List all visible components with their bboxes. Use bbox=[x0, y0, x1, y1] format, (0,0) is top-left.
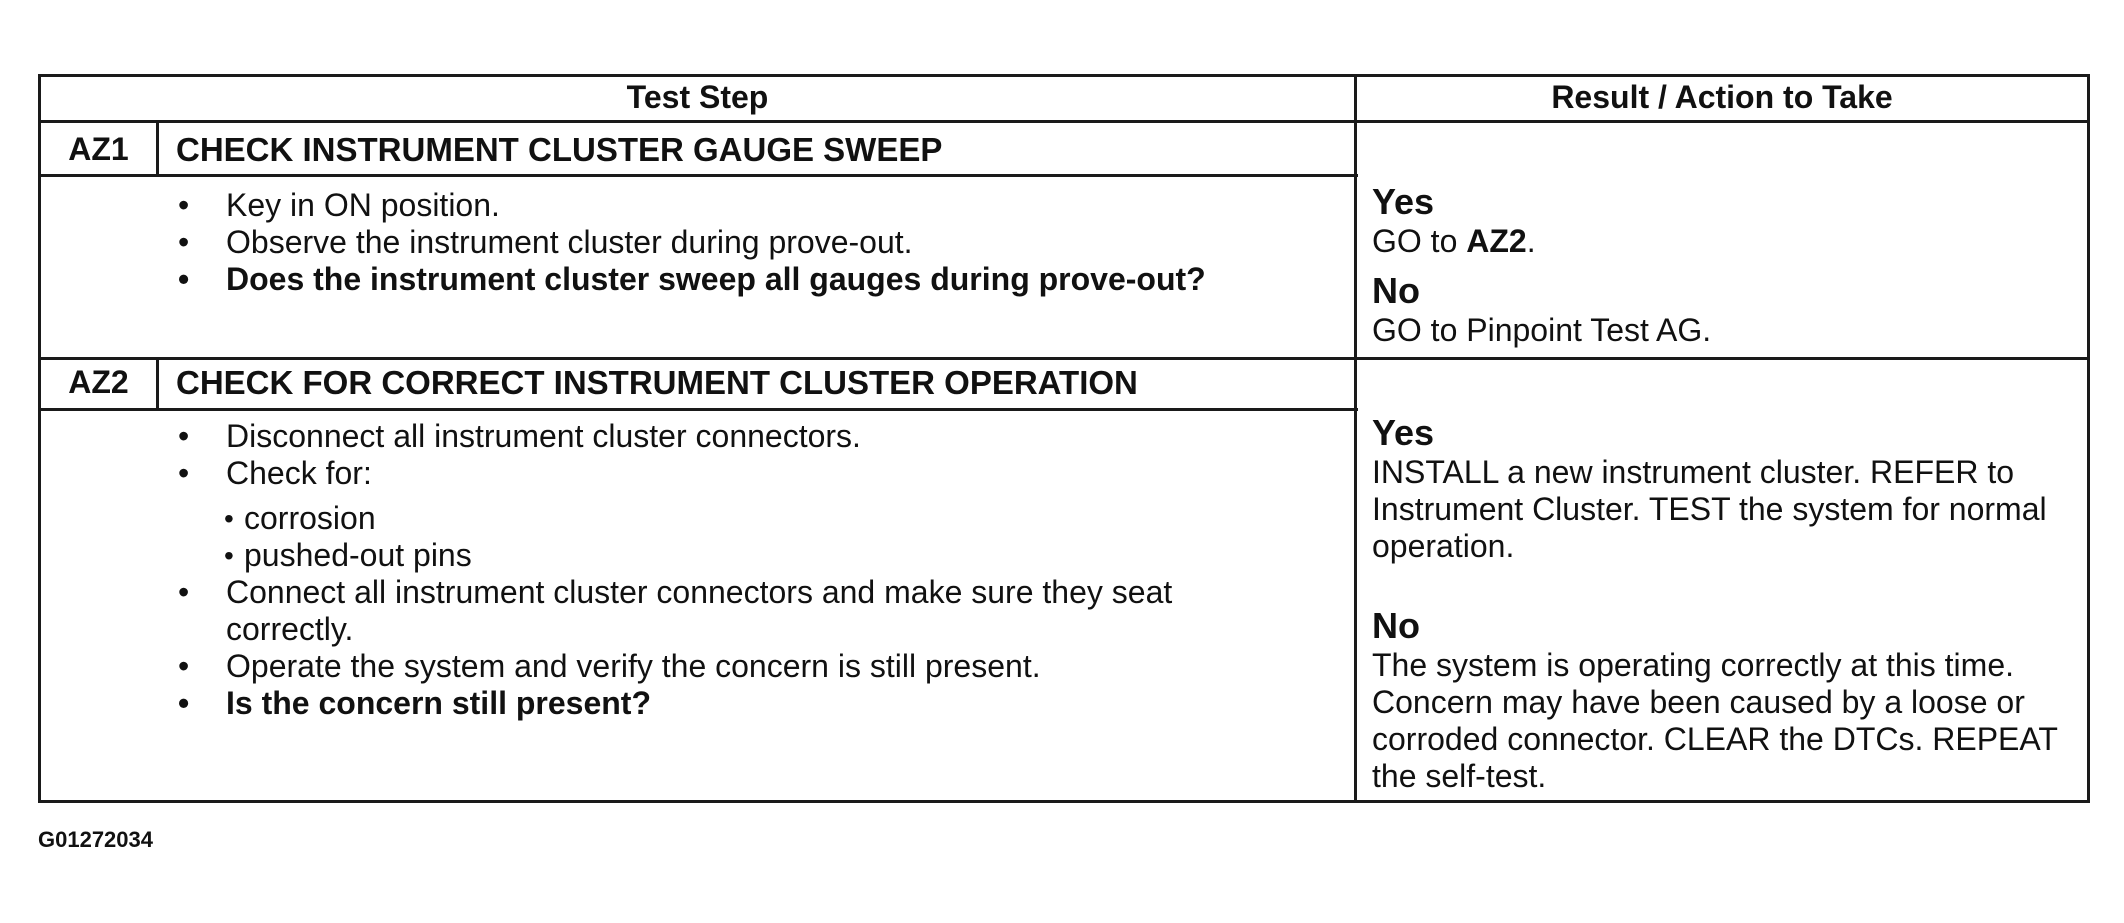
column-divider bbox=[1354, 74, 1357, 803]
figure-id: G01272034 bbox=[38, 827, 153, 852]
header-bottom-border bbox=[38, 120, 2090, 123]
list-item: • Check for: bbox=[170, 455, 1340, 492]
table-left-border bbox=[38, 74, 41, 803]
az1-result bbox=[1372, 181, 2082, 349]
az1-row-bottom-border bbox=[38, 357, 2090, 360]
az2-no-label: No bbox=[1372, 605, 1420, 646]
sub-list-item: • pushed-out pins bbox=[224, 537, 1340, 574]
header-result-action: Result / Action to Take bbox=[1551, 79, 1893, 115]
list-item: • Observe the instrument cluster during prove-out. bbox=[170, 224, 1340, 261]
sub-list-item: • corrosion bbox=[224, 500, 1340, 537]
list-item: • Is the concern still present? bbox=[170, 685, 1340, 722]
az1-yes-suffix: . bbox=[1526, 223, 1536, 259]
az2-result bbox=[1372, 412, 2082, 795]
az2-id-divider bbox=[156, 357, 159, 411]
list-item: • Key in ON position. bbox=[170, 187, 1340, 224]
az2-yes-text: INSTALL a new instrument cluster. REFER to Instrument Cluster. TEST the system for normal operation. bbox=[1372, 454, 2047, 564]
az2-title-underline bbox=[38, 408, 1358, 411]
step-id-az1: AZ1 bbox=[68, 131, 129, 167]
table-right-border bbox=[2087, 74, 2090, 803]
az1-yes-target: AZ2 bbox=[1466, 223, 1527, 259]
az1-yes-label: Yes bbox=[1372, 181, 1435, 222]
step-id-az2: AZ2 bbox=[68, 364, 129, 400]
az1-yes-prefix: GO to bbox=[1372, 223, 1467, 259]
az1-bullet-list bbox=[170, 187, 1340, 298]
list-item: • Disconnect all instrument cluster connectors. bbox=[170, 418, 1340, 455]
table-top-border bbox=[38, 74, 2090, 77]
az1-id-divider bbox=[156, 120, 159, 177]
step-title-az1: CHECK INSTRUMENT CLUSTER GAUGE SWEEP bbox=[176, 131, 943, 168]
az1-title-underline bbox=[38, 174, 1358, 177]
az2-no-text: The system is operating correctly at this time. Concern may have been caused by a loose or corroded connector. CLEAR the DTCs. REPEAT the self-test. bbox=[1372, 647, 2058, 794]
list-item: • Connect all instrument cluster connectors and make sure they seat correctly. bbox=[170, 574, 1306, 648]
az1-no-text: GO to Pinpoint Test AG. bbox=[1372, 312, 1712, 348]
az2-yes-label: Yes bbox=[1372, 412, 1435, 453]
list-item: • Does the instrument cluster sweep all gauges during prove-out? bbox=[170, 261, 1266, 298]
sub-list bbox=[170, 500, 1340, 574]
az1-no-label: No bbox=[1372, 270, 1420, 311]
step-title-az2: CHECK FOR CORRECT INSTRUMENT CLUSTER OPERATION bbox=[176, 364, 1138, 401]
az1-yes-text bbox=[1372, 223, 2082, 260]
table-bottom-border bbox=[38, 800, 2090, 803]
az2-bullet-list bbox=[170, 418, 1340, 722]
list-item: • Operate the system and verify the concern is still present. bbox=[170, 648, 1340, 685]
header-test-step: Test Step bbox=[626, 79, 769, 115]
